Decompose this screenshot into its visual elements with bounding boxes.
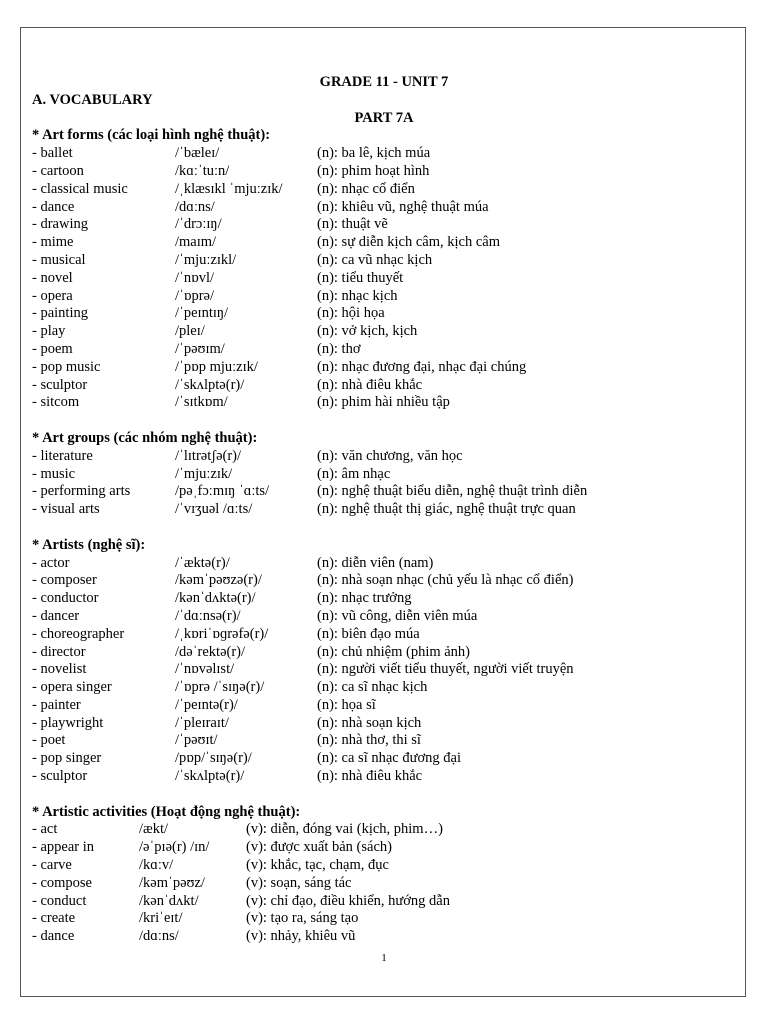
vocab-pronunciation: /ˈpəʊɪt/ [175, 732, 218, 749]
vocab-pronunciation: /əˈpɪə(r) /ɪn/ [139, 839, 210, 856]
vocab-word: - appear in [32, 839, 94, 856]
vocab-word: - novel [32, 269, 73, 286]
vocab-word: - choreographer [32, 625, 125, 642]
vocab-meaning: (n): phim hoạt hình [317, 162, 430, 179]
vocab-word: - sitcom [32, 394, 80, 411]
vocab-row [32, 270, 732, 288]
vocab-row [32, 732, 732, 750]
vocab-word: - painter [32, 696, 81, 713]
vocab-word: - visual arts [32, 501, 100, 518]
vocab-meaning: (v): khắc, tạc, chạm, đục [246, 857, 389, 874]
vocab-meaning: (v): diễn, đóng vai (kịch, phim…) [246, 821, 443, 838]
vocab-meaning: (n): người viết tiểu thuyết, người viết truyện [317, 661, 574, 678]
vocab-pronunciation: /pəˌfɔːmɪŋ ˈɑːts/ [175, 483, 270, 500]
vocab-pronunciation: /ˈpəʊɪm/ [175, 340, 225, 357]
vocab-pronunciation: /ˈnɒvəlɪst/ [175, 661, 235, 678]
vocab-word: - playwright [32, 714, 104, 731]
vocab-meaning: (n): nhạc đương đại, nhạc đại chúng [317, 358, 527, 375]
document-body [32, 74, 732, 946]
vocab-word: - conduct [32, 892, 87, 909]
vocab-pronunciation: /ˈmjuːzɪk/ [175, 465, 233, 482]
vocab-row [32, 163, 732, 181]
vocab-row [32, 323, 732, 341]
vocab-pronunciation: /ˈɒprə /ˈsɪŋə(r)/ [175, 679, 265, 696]
vocab-meaning: (n): thơ [317, 340, 361, 357]
vocab-pronunciation: /kɑːv/ [139, 857, 174, 874]
vocab-meaning: (n): nhà soạn kịch [317, 714, 422, 731]
vocab-pronunciation: /ˈæktə(r)/ [175, 554, 230, 571]
vocab-word: - classical music [32, 180, 128, 197]
vocab-word: - drawing [32, 216, 88, 233]
vocab-word: - sculptor [32, 376, 88, 393]
vocab-row [32, 839, 732, 857]
group-spacer [32, 519, 732, 537]
vocab-row [32, 768, 732, 786]
vocab-row [32, 341, 732, 359]
vocab-row [32, 199, 732, 217]
vocab-meaning: (v): soạn, sáng tác [246, 874, 352, 891]
vocab-word: - music [32, 465, 76, 482]
vocab-pronunciation: /ækt/ [139, 821, 169, 838]
vocab-meaning: (n): nhạc trưởng [317, 590, 412, 607]
vocab-meaning: (v): nhảy, khiêu vũ [246, 928, 356, 945]
vocab-pronunciation: /ˈpeɪntə(r)/ [175, 696, 238, 713]
vocab-word: - ballet [32, 145, 73, 162]
vocab-meaning: (n): nhà điêu khắc [317, 376, 423, 393]
group-heading: * Art groups (các nhóm nghệ thuật): [32, 429, 258, 446]
vocab-row [32, 626, 732, 644]
vocab-word: - mime [32, 234, 74, 251]
vocab-row [32, 448, 732, 466]
vocab-word: - dance [32, 198, 75, 215]
vocab-meaning: (n): nhà thơ, thi sĩ [317, 732, 421, 749]
vocab-row [32, 466, 732, 484]
vocab-row [32, 679, 732, 697]
vocab-word: - conductor [32, 590, 99, 607]
vocab-word: - sculptor [32, 768, 88, 785]
vocab-meaning: (n): ca sĩ nhạc đương đại [317, 750, 461, 767]
vocab-row [32, 252, 732, 270]
vocab-pronunciation: /dəˈrektə(r)/ [175, 643, 246, 660]
vocab-meaning: (n): sự diễn kịch câm, kịch câm [317, 234, 501, 251]
vocab-meaning: (n): khiêu vũ, nghệ thuật múa [317, 198, 489, 215]
vocab-row [32, 661, 732, 679]
section-heading: A. VOCABULARY [32, 91, 153, 108]
vocab-row [32, 910, 732, 928]
vocab-pronunciation: /dɑːns/ [175, 198, 215, 215]
vocab-row [32, 483, 732, 501]
vocab-word: - play [32, 323, 66, 340]
vocab-pronunciation: /ˈskʌlptə(r)/ [175, 376, 245, 393]
vocab-meaning: (v): tạo ra, sáng tạo [246, 910, 359, 927]
vocab-meaning: (n): nhà điêu khắc [317, 768, 423, 785]
vocab-meaning: (n): nhạc kịch [317, 287, 398, 304]
vocab-pronunciation: /ˈbæleɪ/ [175, 145, 220, 162]
vocab-word: - poet [32, 732, 66, 749]
vocab-row [32, 644, 732, 662]
vocab-meaning: (n): âm nhạc [317, 465, 391, 482]
group-heading: * Artistic activities (Hoạt động nghệ thuật): [32, 803, 301, 820]
vocab-pronunciation: /kəmˈpəʊz/ [139, 874, 205, 891]
vocab-pronunciation: /ˈɒprə/ [175, 287, 214, 304]
vocab-word: - cartoon [32, 162, 84, 179]
vocab-row [32, 501, 732, 519]
vocab-pronunciation: /ˈpɒp mjuːzɪk/ [175, 358, 258, 375]
vocab-word: - carve [32, 857, 72, 874]
vocab-row [32, 305, 732, 323]
vocab-row [32, 145, 732, 163]
vocab-pronunciation: /ˈdrɔːɪŋ/ [175, 216, 222, 233]
vocab-pronunciation: /ˈpeɪntɪŋ/ [175, 305, 229, 322]
vocab-meaning: (v): chỉ đạo, điều khiển, hướng dẫn [246, 892, 450, 909]
vocab-pronunciation: /pɒp/ˈsɪŋə(r)/ [175, 750, 252, 767]
vocab-row [32, 928, 732, 946]
vocab-meaning: (n): vở kịch, kịch [317, 323, 418, 340]
vocab-word: - opera [32, 287, 73, 304]
vocab-meaning: (n): biên đạo múa [317, 625, 420, 642]
vocab-word: - director [32, 643, 86, 660]
vocab-row [32, 821, 732, 839]
vocab-pronunciation: /dɑːns/ [139, 928, 179, 945]
vocab-pronunciation: /ˈdɑːnsə(r)/ [175, 607, 241, 624]
vocab-meaning: (n): phim hài nhiều tập [317, 394, 450, 411]
vocab-row [32, 394, 732, 412]
group-heading: * Art forms (các loại hình nghệ thuật): [32, 127, 271, 144]
vocab-meaning: (n): nhạc cổ điển [317, 180, 415, 197]
vocab-meaning: (n): ba lê, kịch múa [317, 145, 431, 162]
document-title: GRADE 11 - UNIT 7 [319, 74, 449, 90]
vocab-word: - pop music [32, 358, 101, 375]
vocab-pronunciation: /ˈlɪtrətʃə(r)/ [175, 447, 242, 464]
vocab-pronunciation: /ˈpleɪraɪt/ [175, 714, 229, 731]
vocab-meaning: (v): được xuất bản (sách) [246, 839, 392, 856]
vocab-row [32, 697, 732, 715]
vocab-word: - literature [32, 447, 93, 464]
vocab-pronunciation: /pleɪ/ [175, 323, 205, 340]
vocab-meaning: (n): hội họa [317, 305, 385, 322]
vocab-meaning: (n): họa sĩ [317, 696, 376, 713]
vocab-row [32, 216, 732, 234]
vocab-meaning: (n): ca vũ nhạc kịch [317, 251, 433, 268]
vocab-meaning: (n): nghệ thuật biểu diễn, nghệ thuật trình diễn [317, 483, 588, 500]
vocab-meaning: (n): văn chương, văn học [317, 447, 463, 464]
group-spacer [32, 412, 732, 430]
vocab-word: - dance [32, 928, 75, 945]
vocab-word: - pop singer [32, 750, 102, 767]
vocab-meaning: (n): nghệ thuật thị giác, nghệ thuật trực quan [317, 501, 576, 518]
vocab-word: - performing arts [32, 483, 131, 500]
vocab-word: - dancer [32, 607, 80, 624]
vocab-word: - opera singer [32, 679, 112, 696]
vocab-row [32, 750, 732, 768]
vocab-row [32, 234, 732, 252]
vocab-row [32, 857, 732, 875]
vocab-meaning: (n): tiểu thuyết [317, 269, 404, 286]
vocab-pronunciation: /kənˈdʌkt/ [139, 892, 199, 909]
vocab-meaning: (n): vũ công, diễn viên múa [317, 607, 478, 624]
vocab-row [32, 893, 732, 911]
vocab-pronunciation: /maɪm/ [175, 234, 217, 251]
vocab-meaning: (n): thuật vẽ [317, 216, 388, 233]
vocab-pronunciation: /ˌkɒriˈɒɡrəfə(r)/ [175, 625, 269, 642]
vocab-row [32, 590, 732, 608]
vocabulary-groups [32, 127, 732, 946]
vocab-pronunciation: /ˈskʌlptə(r)/ [175, 768, 245, 785]
vocab-word: - act [32, 821, 58, 838]
vocab-word: - poem [32, 340, 73, 357]
vocab-word: - actor [32, 554, 70, 571]
vocab-row [32, 555, 732, 573]
vocab-row [32, 288, 732, 306]
vocab-word: - novelist [32, 661, 87, 678]
group-spacer [32, 786, 732, 804]
vocab-word: - compose [32, 874, 92, 891]
vocab-pronunciation: /ˈmjuːzɪkl/ [175, 251, 237, 268]
vocab-pronunciation: /ˌklæsɪkl ˈmjuːzɪk/ [175, 180, 283, 197]
vocab-meaning: (n): chủ nhiệm (phim ảnh) [317, 643, 471, 660]
vocab-row [32, 715, 732, 733]
vocab-row [32, 875, 732, 893]
vocab-word: - painting [32, 305, 88, 322]
vocab-pronunciation: /ˈnɒvl/ [175, 269, 214, 286]
page-number: 1 [381, 952, 387, 964]
vocab-meaning: (n): ca sĩ nhạc kịch [317, 679, 428, 696]
vocab-word: - musical [32, 251, 86, 268]
vocab-row [32, 377, 732, 395]
vocab-pronunciation: /ˈsɪtkɒm/ [175, 394, 228, 411]
part-heading: PART 7A [354, 109, 414, 126]
vocab-row [32, 181, 732, 199]
title-line [32, 74, 732, 92]
vocab-row [32, 608, 732, 626]
vocab-row [32, 359, 732, 377]
vocab-pronunciation: /kəmˈpəʊzə(r)/ [175, 572, 262, 589]
vocab-word: - create [32, 910, 76, 927]
vocab-meaning: (n): nhà soạn nhạc (chủ yếu là nhạc cổ điển) [317, 572, 574, 589]
vocab-word: - composer [32, 572, 97, 589]
vocab-meaning: (n): diễn viên (nam) [317, 554, 434, 571]
vocab-pronunciation: /ˈvɪʒuəl /ɑːts/ [175, 501, 253, 518]
vocab-pronunciation: /kɑːˈtuːn/ [175, 162, 230, 179]
vocab-pronunciation: /kənˈdʌktə(r)/ [175, 590, 256, 607]
group-heading: * Artists (nghệ sĩ): [32, 536, 146, 553]
vocab-row [32, 572, 732, 590]
vocab-pronunciation: /kriˈeɪt/ [139, 910, 183, 927]
